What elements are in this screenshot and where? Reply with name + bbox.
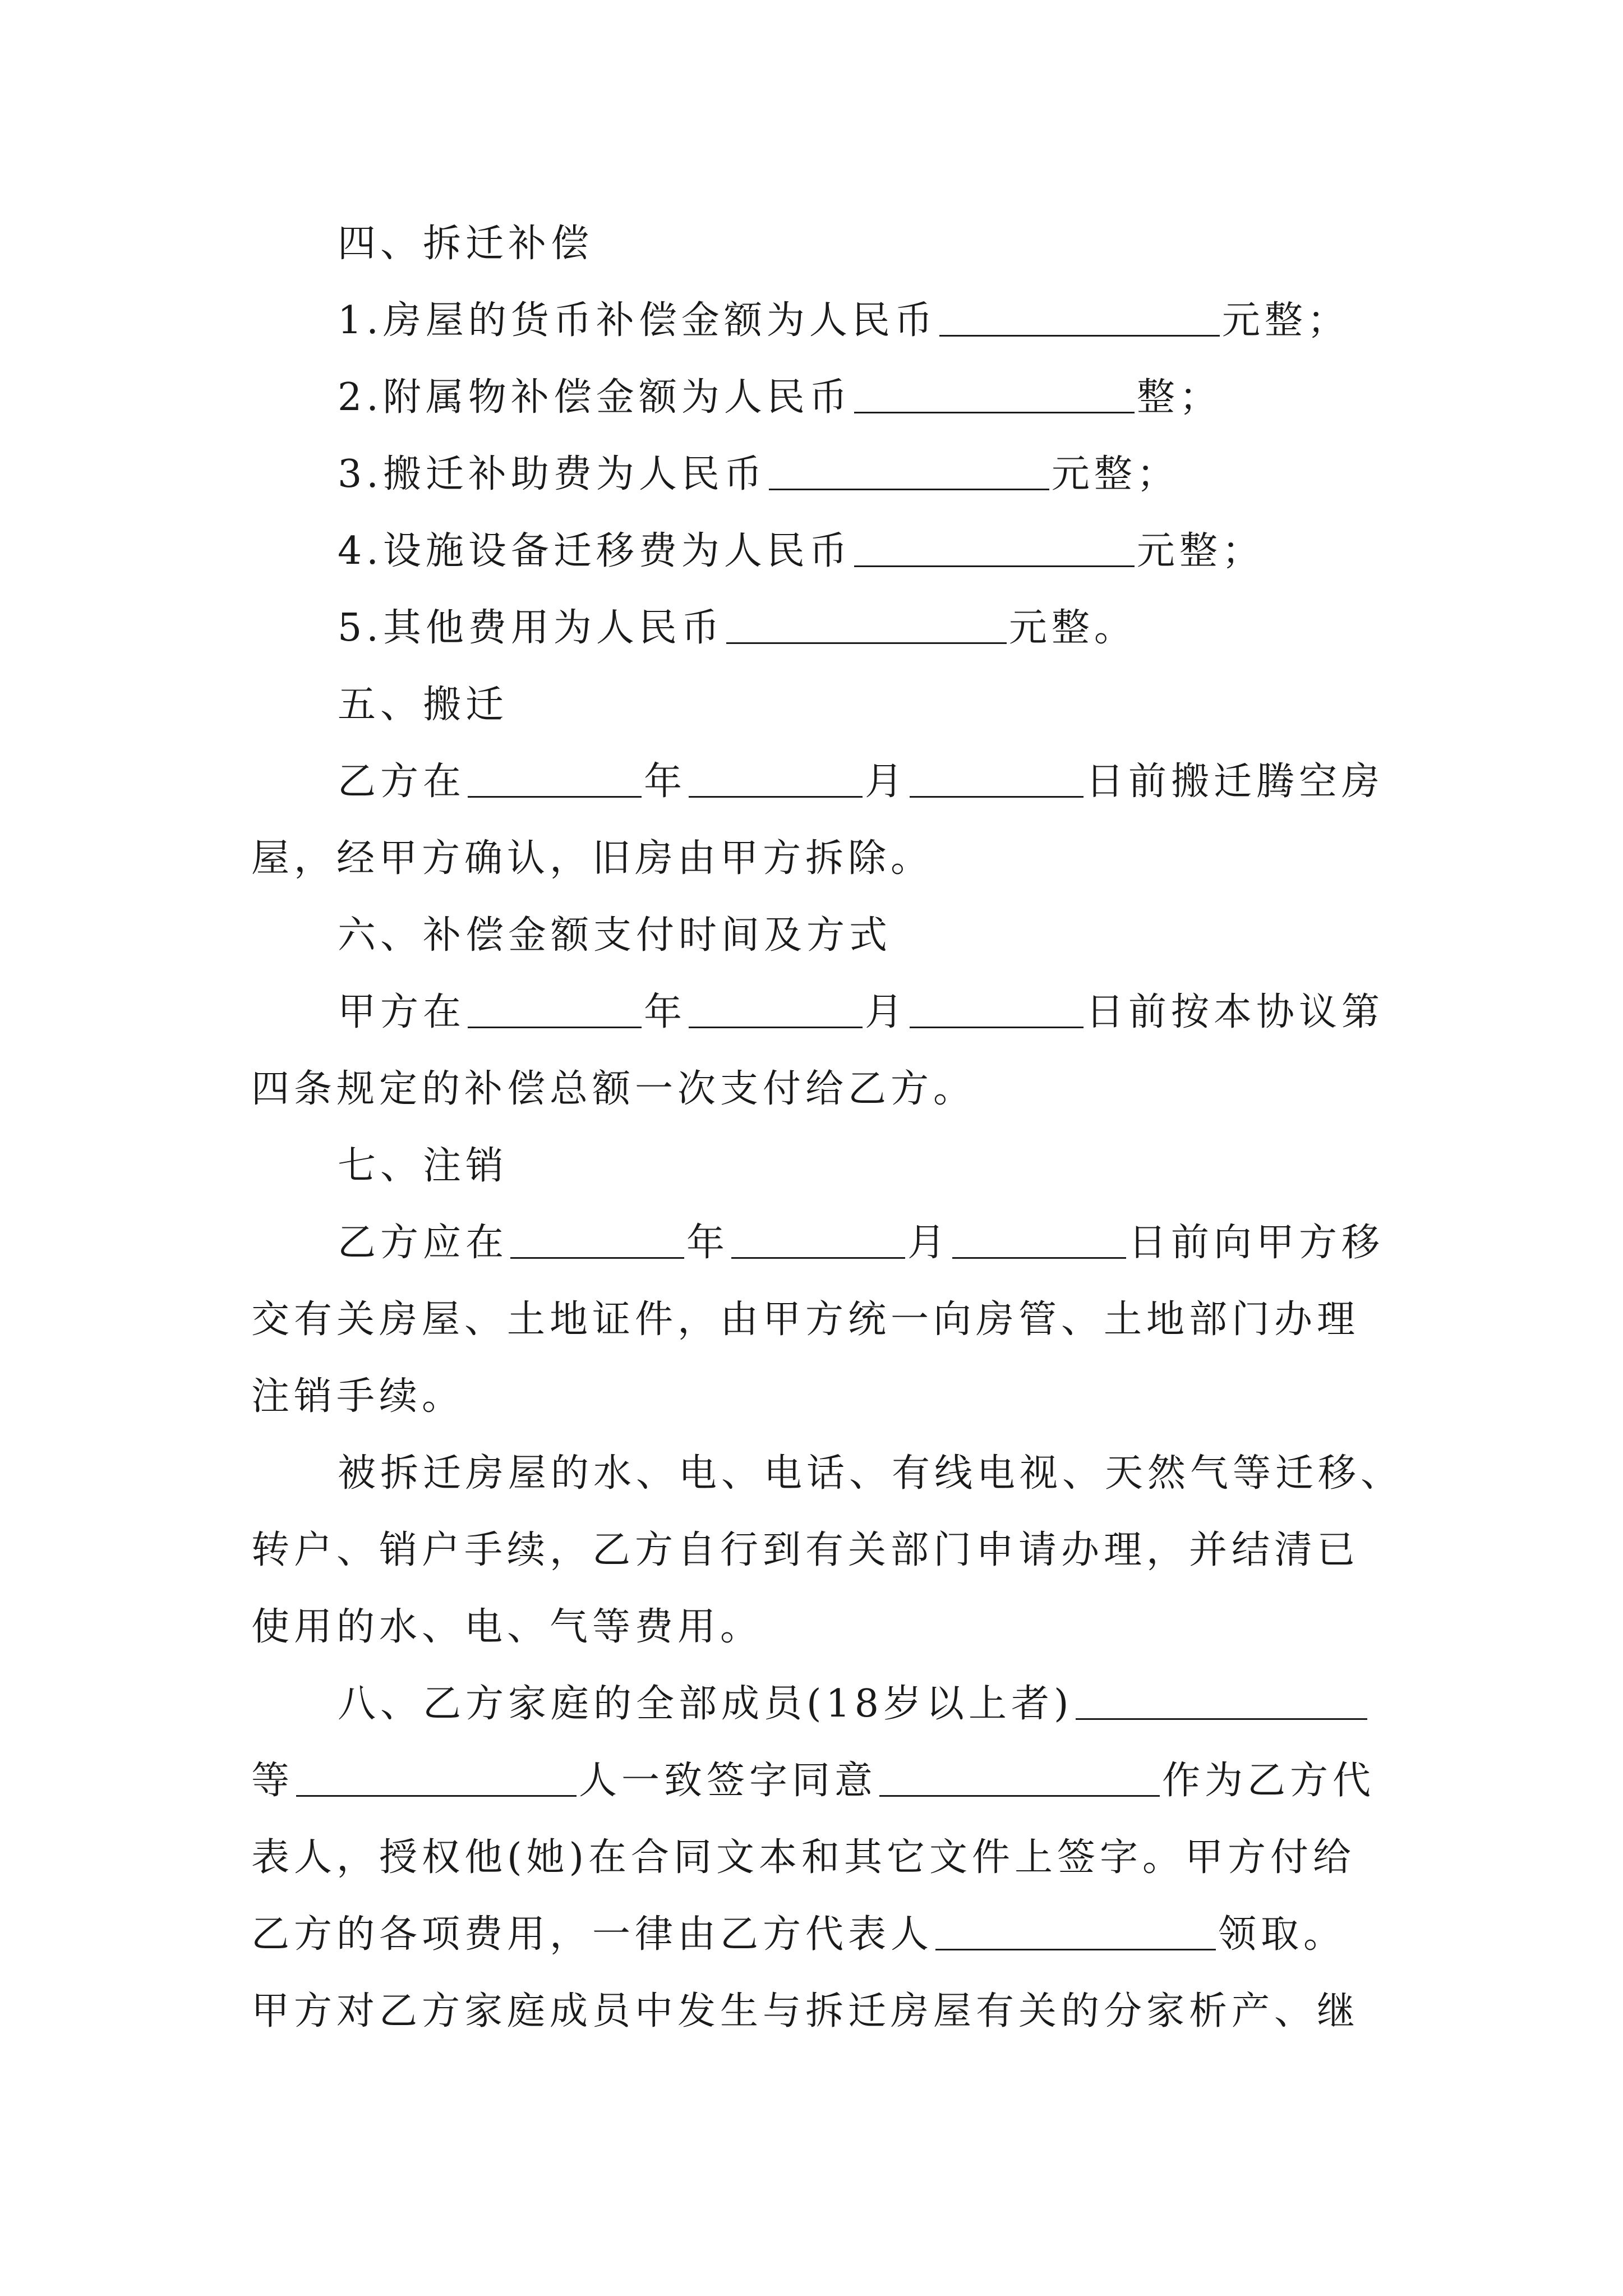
comp-item-1-suffix: 元整； — [1221, 298, 1350, 343]
paragraph-line: 使用的水、电、气等费用。 — [251, 1605, 763, 1649]
section-8-line-1 — [338, 1673, 1370, 1735]
text-segment: 乙方在 — [338, 760, 466, 804]
text-segment: 年 — [686, 1221, 730, 1265]
comp-item-5-label: 5.其他费用为人民币 — [338, 606, 724, 650]
text-segment: 乙方的各项费用，一律由乙方代表人 — [251, 1912, 934, 1957]
section-7-title: 七、注销 — [338, 1144, 509, 1188]
text-segment: 领取。 — [1218, 1912, 1347, 1957]
comp-item-1-label: 1.房屋的货币补偿金额为人民币 — [338, 298, 937, 343]
text-segment: 八、乙方家庭的全部成员(18岁以上者) — [338, 1682, 1073, 1726]
paragraph-line: 注销手续。 — [251, 1374, 465, 1419]
representative-blank[interactable] — [879, 1756, 1160, 1797]
text-segment: 人一致签字同意 — [579, 1759, 878, 1803]
comp-item-2 — [338, 367, 1222, 429]
text-segment: 乙方应在 — [338, 1221, 509, 1265]
section-4-title: 四、拆迁补偿 — [338, 222, 594, 266]
text-segment: 月 — [907, 1221, 951, 1265]
section-6-title: 六、补偿金额支付时间及方式 — [338, 913, 892, 958]
month-blank[interactable] — [689, 757, 863, 798]
comp-item-5 — [338, 597, 1137, 659]
section-8-line-3: 表人，授权他(她)在合同文本和其它文件上签字。甲方付给 — [251, 1835, 1356, 1880]
comp-item-2-label: 2.附属物补偿金额为人民币 — [338, 375, 852, 420]
paragraph-line: 交有关房屋、土地证件，由甲方统一向房管、土地部门办理 — [251, 1297, 1360, 1342]
blank-field[interactable] — [854, 372, 1135, 413]
comp-item-3-suffix: 元整； — [1051, 452, 1179, 496]
comp-item-2-suffix: 整； — [1136, 375, 1222, 420]
paragraph-line: 转户、销户手续，乙方自行到有关部门申请办理，并结清已 — [251, 1528, 1360, 1572]
comp-item-4 — [338, 521, 1265, 582]
comp-item-5-suffix: 元整。 — [1008, 606, 1137, 650]
text-segment: 日前按本协议第 — [1086, 990, 1385, 1034]
count-blank[interactable] — [296, 1756, 577, 1797]
section-8-line-2 — [251, 1750, 1375, 1812]
day-blank[interactable] — [952, 1218, 1126, 1259]
blank-field[interactable] — [726, 603, 1007, 644]
comp-item-4-label: 4.设施设备迁移费为人民币 — [338, 529, 852, 573]
text-segment: 年 — [644, 760, 687, 804]
day-blank[interactable] — [910, 757, 1083, 798]
text-segment: 日前向甲方移 — [1128, 1221, 1385, 1265]
text-segment: 年 — [644, 990, 687, 1034]
year-blank[interactable] — [468, 757, 642, 798]
section-8-line-5: 甲方对乙方家庭成员中发生与拆迁房屋有关的分家析产、继 — [251, 1989, 1360, 2033]
month-blank[interactable] — [731, 1218, 905, 1259]
blank-field[interactable] — [769, 449, 1049, 490]
receiver-blank[interactable] — [935, 1910, 1216, 1950]
paragraph-line: 四条规定的补偿总额一次支付给乙方。 — [251, 1067, 976, 1111]
blank-field[interactable] — [939, 296, 1220, 337]
year-blank[interactable] — [468, 987, 642, 1028]
year-blank[interactable] — [510, 1218, 684, 1259]
text-segment: 甲方在 — [338, 990, 466, 1034]
text-segment: 日前搬迁腾空房 — [1086, 760, 1385, 804]
comp-item-1 — [338, 290, 1350, 352]
comp-item-3 — [338, 444, 1179, 505]
cancel-date-line — [338, 1212, 1384, 1274]
payment-date-line — [338, 982, 1384, 1043]
day-blank[interactable] — [910, 987, 1083, 1028]
paragraph-line: 被拆迁房屋的水、电、电话、有线电视、天然气等迁移、 — [338, 1451, 1404, 1496]
move-date-line — [338, 751, 1384, 813]
month-blank[interactable] — [689, 987, 863, 1028]
text-segment: 月 — [865, 760, 908, 804]
section-5-title: 五、搬迁 — [338, 683, 509, 727]
text-segment: 等 — [251, 1759, 294, 1803]
text-segment: 作为乙方代 — [1162, 1759, 1376, 1803]
text-segment: 月 — [865, 990, 908, 1034]
section-8-line-4 — [251, 1904, 1346, 1966]
comp-item-3-label: 3.搬迁补助费为人民币 — [338, 452, 767, 496]
members-blank[interactable] — [1076, 1679, 1367, 1720]
paragraph-line: 屋，经甲方确认，旧房由甲方拆除。 — [251, 836, 934, 881]
comp-item-4-suffix: 元整； — [1136, 529, 1265, 573]
blank-field[interactable] — [854, 526, 1135, 567]
